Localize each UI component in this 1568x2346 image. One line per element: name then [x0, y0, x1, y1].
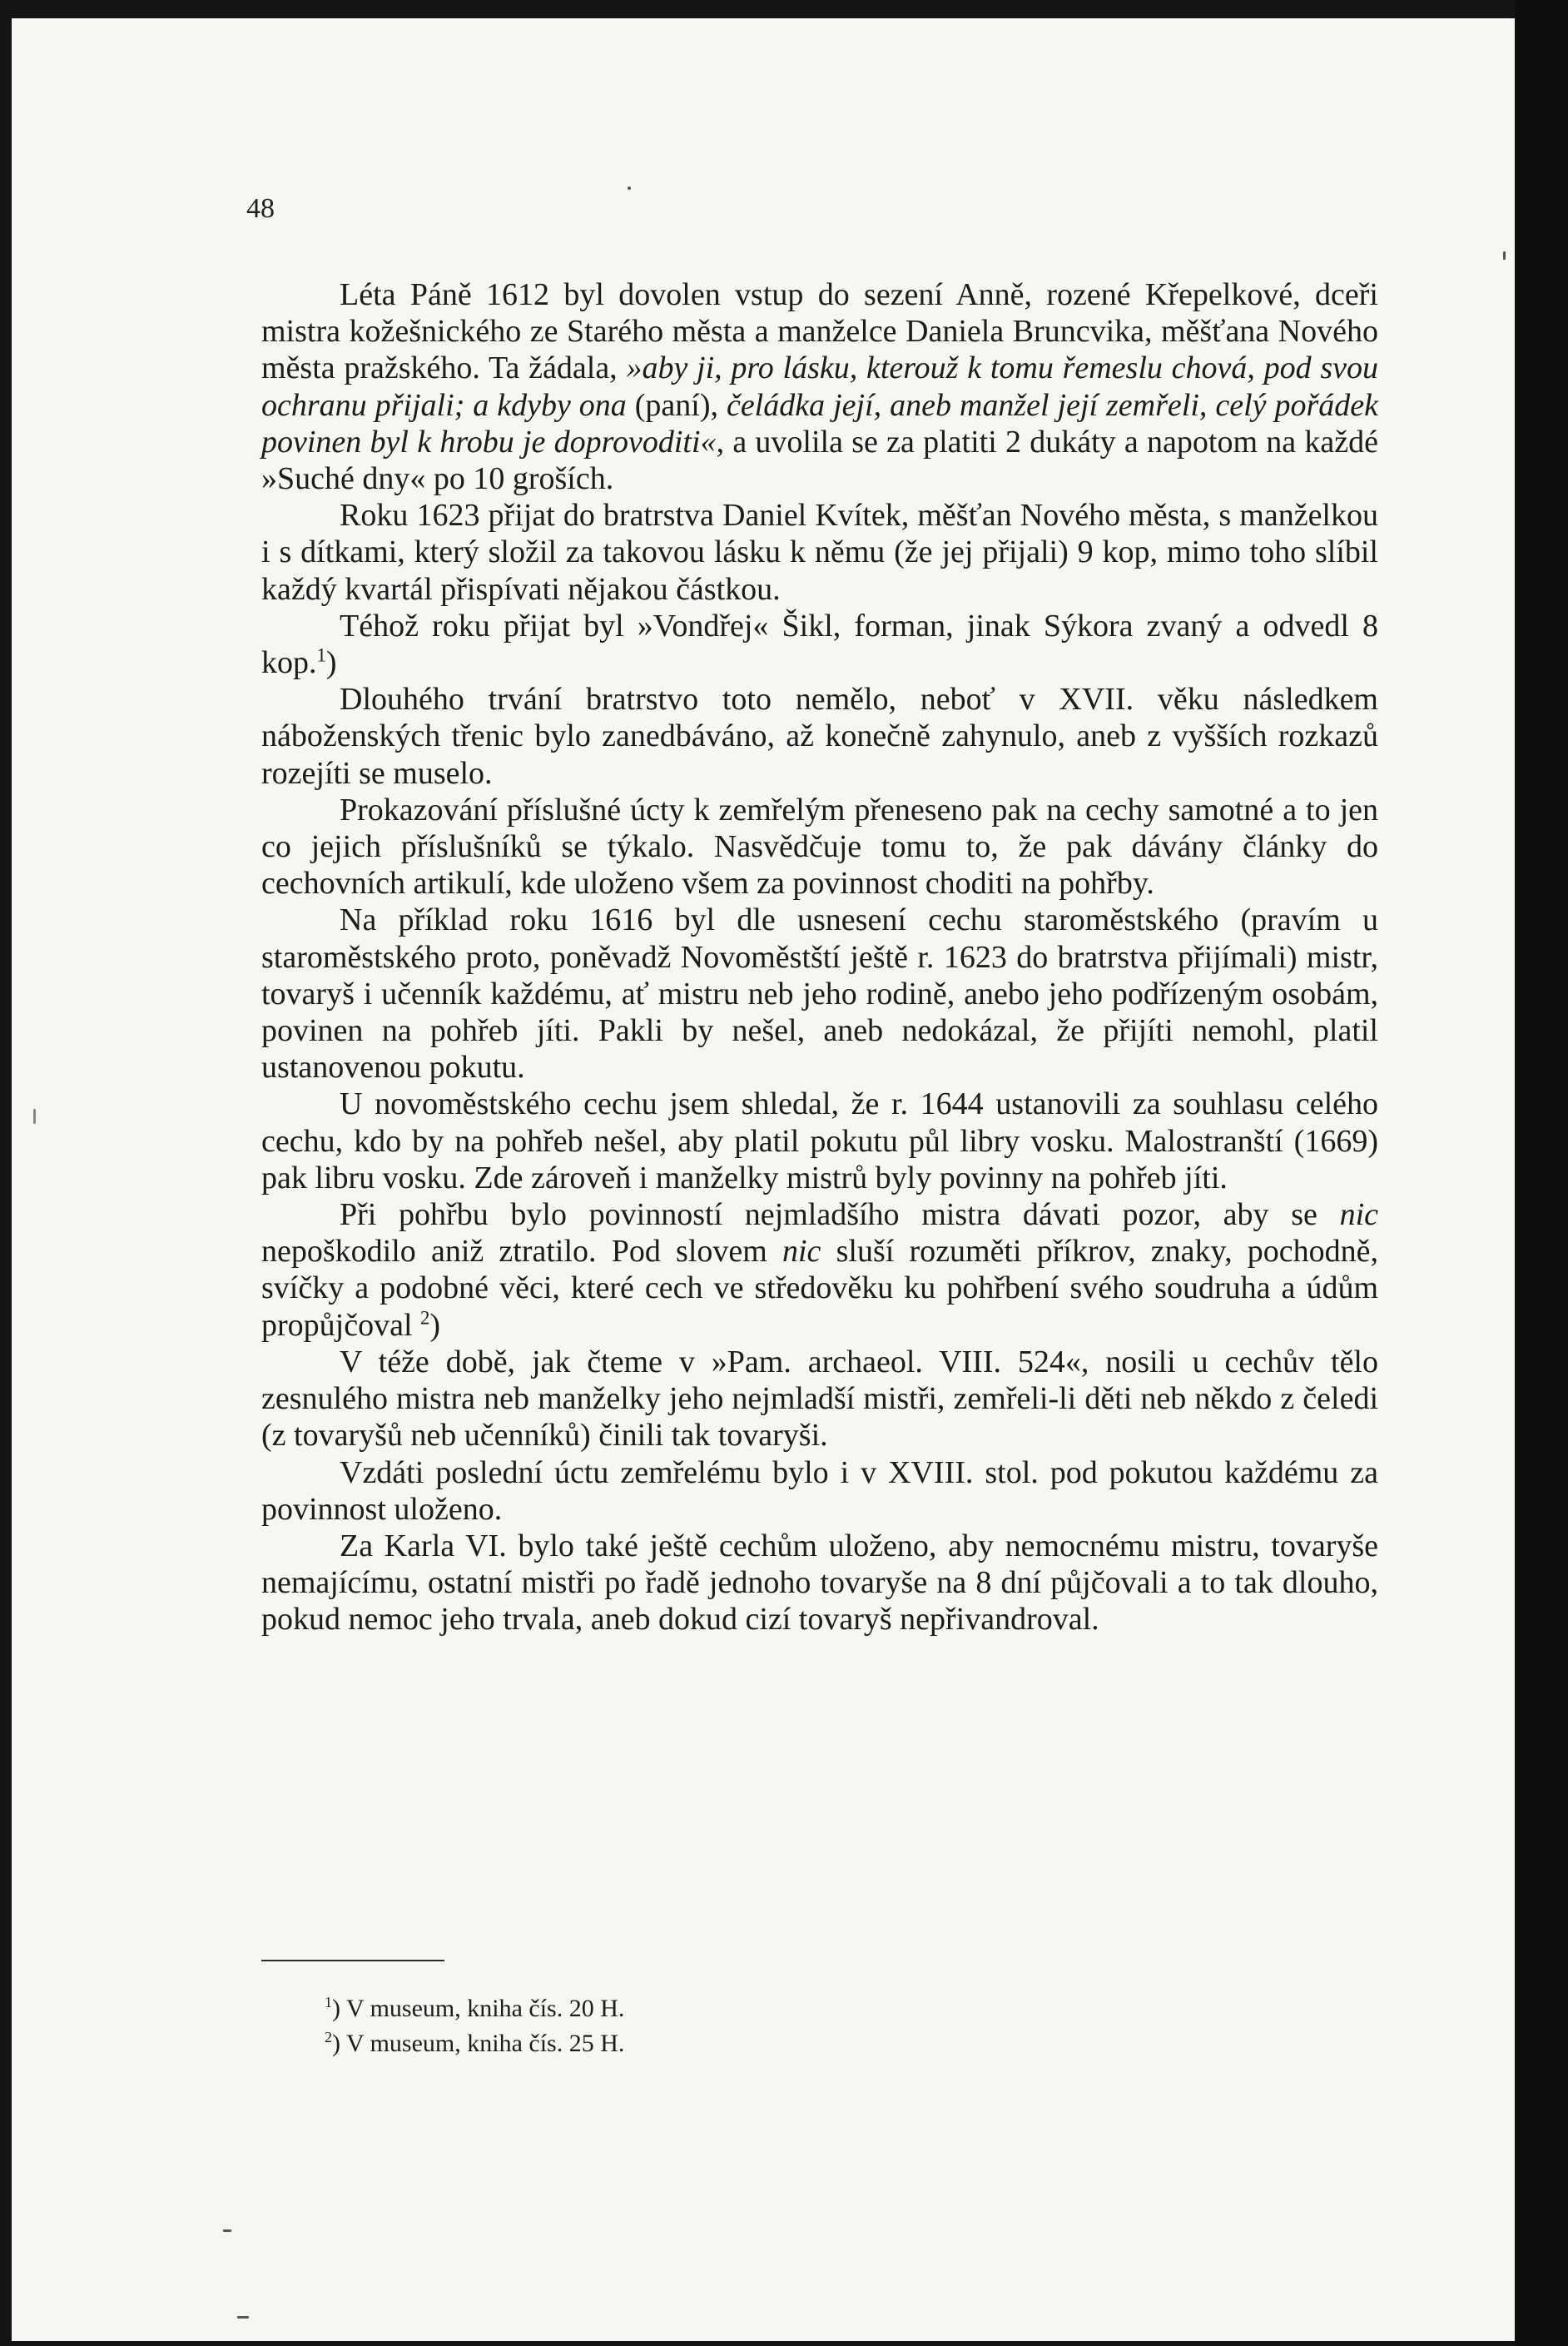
scan-speck: [223, 2229, 231, 2232]
paragraph-1: [261, 276, 1378, 497]
page-number: 48: [246, 193, 275, 224]
scan-speck: [628, 186, 631, 190]
footnotes: [325, 1991, 624, 2061]
paragraph-4: Dlouhého trvání bratrstvo toto nemělo, neboť v XVII. věku následkem náboženských třenic bylo zanedbáváno, až konečně zahynulo, aneb z vyšších rozkazů rozejíti se muselo.: [261, 682, 1378, 791]
paragraph-text: Léta Páně 1612 byl dovolen vstup do sezení Anně, rozené Křepelkové, dceři mistra kožešnického ze Starého města a manželce Daniela Bruncvika, měšťana Nového města pražského. Ta žádala,: [261, 277, 1378, 386]
quoted-italic: čeládka její, aneb manžel její zemřeli, celý pořádek povinen byl k hrobu je doprovoditi«: [261, 387, 1378, 460]
quoted-italic: nic: [782, 1234, 821, 1270]
paragraph-9: V téže době, jak čteme v »Pam. archaeol. VIII. 524«, nosili u cechův tělo zesnulého mistra neb manželky jeho nejmladší mistři, zemřeli-li děti neb někdo z čeledi (z tovaryšů neb učenníků) činili tak tovaryši.: [261, 1344, 1378, 1454]
quoted-italic: »aby ji, pro lásku, kterouž k tomu řemeslu chová, pod svou ochranu přijali; a kdyby ona: [261, 350, 1379, 423]
footnote-reference: 1: [316, 644, 326, 666]
footnote-divider: [261, 1960, 444, 1961]
footnote-mark: 1: [325, 1994, 332, 2011]
paragraph-text: sluší rozuměti příkrov, znaky, pochodně, svíčky a podobné věci, které cech ve středověku ku pohřbení svého soudruha a údům propůjčoval: [261, 1234, 1378, 1343]
paragraph-11: Za Karla VI. bylo také ještě cechům uloženo, aby nemocnému mistru, tovaryše nemajícímu, ostatní mistři po řadě jednoho tovaryše na 8 dní půjčovali a to tak dlouho, pokud nemoc jeho trvala, aneb dokud cizí tovaryš nepřivandroval.: [261, 1528, 1378, 1638]
paragraph-text: Téhož roku přijat byl »Vondřej« Šikl, forman, jinak Sýkora zvaný a odvedl 8 kop.: [261, 608, 1378, 681]
scan-speck: [237, 2316, 249, 2319]
paragraph-text: ): [325, 645, 337, 681]
paragraph-text: (paní),: [626, 387, 727, 423]
footnote-2: [325, 2026, 624, 2061]
paragraph-5: Prokazování příslušné úcty k zemřelým přeneseno pak na cechy samotné a to jen co jejich příslušníků se týkalo. Nasvědčuje tomu to, že pak dávány články do cechovních artikulí, kde uloženo všem za povinnost choditi na pohřby.: [261, 792, 1378, 902]
paragraph-8: [261, 1196, 1378, 1344]
footnote-mark: 2: [325, 2029, 332, 2045]
paragraph-6: Na příklad roku 1616 byl dle usnesení cechu staroměstského (pravím u staroměstského proto, poněvadž Novoměstští ještě r. 1623 do bratrstva přijímali) mistr, tovaryš i učenník každému, ať mistru neb jeho rodině, anebo jeho podřízeným osobám, povinen na pohřeb jíti. Pakli by nešel, aneb nedokázal, že přijíti nemohl, platil ustanovenou pokutu.: [261, 902, 1378, 1086]
scan-speck: [1503, 251, 1506, 260]
paragraph-text: , a uvolila se za platiti 2 dukáty a napotom na každé »Suché dny« po 10 groších.: [261, 424, 1378, 497]
quoted-italic: nic: [1339, 1197, 1378, 1233]
footnote-text: ) V museum, kniha čís. 20 H.: [332, 1995, 625, 2022]
paragraph-text: ): [429, 1307, 441, 1343]
footnote-1: [325, 1991, 624, 2026]
scan-speck: [33, 1109, 36, 1124]
body-text: [261, 276, 1378, 1638]
paragraph-text: nepoškodilo aniž ztratilo. Pod slovem: [261, 1234, 782, 1270]
paragraph-3: [261, 608, 1378, 681]
scan-edge-strip: [1515, 0, 1568, 2346]
footnote-text: ) V museum, kniha čís. 25 H.: [332, 2030, 625, 2057]
footnote-reference: 2: [420, 1307, 430, 1329]
paragraph-2: Roku 1623 přijat do bratrstva Daniel Kvítek, měšťan Nového města, s manželkou i s dítkami, který složil za takovou lásku k němu (že jej přijali) 9 kop, mimo toho slíbil každý kvartál přispívati nějakou částkou.: [261, 498, 1378, 607]
paragraph-7: U novoměstského cechu jsem shledal, že r. 1644 ustanovili za souhlasu celého cechu, kdo by na pohřeb nešel, aby platil pokutu půl libry vosku. Malostranští (1669) pak libru vosku. Zde zároveň i manželky mistrů byly povinny na pohřeb jíti.: [261, 1086, 1378, 1195]
paragraph-text: Při pohřbu bylo povinností nejmladšího mistra dávati pozor, aby se: [340, 1197, 1340, 1233]
paragraph-10: Vzdáti poslední úctu zemřelému bylo i v XVIII. stol. pod pokutou každému za povinnost uloženo.: [261, 1454, 1378, 1527]
